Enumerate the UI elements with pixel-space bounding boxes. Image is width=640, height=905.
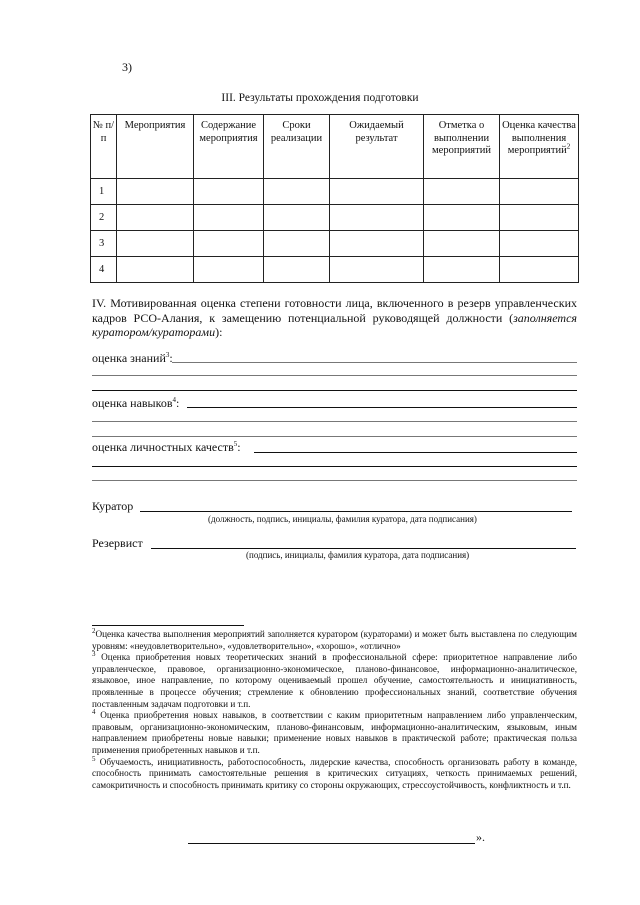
skills-input-line[interactable] [92,421,577,422]
personal-input-line[interactable] [254,452,577,453]
skills-input-line[interactable] [187,407,577,408]
table-cell[interactable] [424,231,500,257]
table-row [91,205,579,231]
reservist-hint: (подпись, инициалы, фамилия куратора, дата подписания) [246,550,470,560]
closing-line[interactable] [188,843,475,844]
table-cell[interactable] [194,179,264,205]
section-3-title: III. Результаты прохождения подготовки [221,92,419,104]
table-cell[interactable] [330,205,424,231]
footnote-ref: 2 [566,142,571,151]
knowledge-input-line[interactable] [92,375,577,376]
table-cell[interactable] [117,257,194,283]
table-cell[interactable] [424,205,500,231]
row-number: 3 [91,231,117,257]
table-cell[interactable] [117,179,194,205]
closing-quote: ». [476,830,485,844]
curator-signature-line[interactable] [140,511,572,512]
personal-input-line[interactable] [92,466,577,467]
header-completion-mark: Отметка о выполнении мероприятий [424,115,500,179]
table-cell[interactable] [424,257,500,283]
table-cell[interactable] [330,257,424,283]
table-cell[interactable] [424,179,500,205]
table-cell[interactable] [500,257,579,283]
footnote-5: $^5$ Обучаемость, инициативность, работоспособность, лидерские качества, способность организовать работу в команде, способность принимать самостоятельные решения в критических ситуациях, четкость принимаемых решений, самокритичность и способность принимать критику со стороны окружающих, стрессоустойчивость, конфликтность и т.п. [92,754,577,790]
row-number: 2 [91,205,117,231]
table-cell[interactable] [194,205,264,231]
table-cell[interactable] [264,205,330,231]
table-row [91,231,579,257]
table-row [91,179,579,205]
personal-input-line[interactable] [92,480,577,481]
results-table [90,114,579,283]
table-cell[interactable] [117,231,194,257]
reservist-label: Резервист [92,536,143,550]
row-number: 4 [91,257,117,283]
footnote-3: $^3$ Оценка приобретения новых теоретических знаний в профессиональной сфере: приоритетное направление либо управленческое, правовое, организационно-экономическое, планово-финансовое, информационно-аналитическое, языковое, иное направление, по которому оцениваемый прошел обучение, самостоятельность и инициативность, проявленные в процессе обучения; стремление к обновлению профессиональных знаний, соответствие обучения поставленным задачам подготовки и т.п. [92,650,577,709]
table-cell[interactable] [264,257,330,283]
table-cell[interactable] [330,179,424,205]
reservist-signature-line[interactable] [151,548,576,549]
table-header-row [91,115,579,179]
row-number: 1 [91,179,117,205]
skills-input-line[interactable] [92,436,577,437]
header-deadlines: Сроки реализации [264,115,330,179]
table-cell[interactable] [264,179,330,205]
personal-qualities-label: оценка личностных качеств$^5$: [92,440,241,454]
footnote-4: $^4$ Оценка приобретения новых навыков, в соответствии с каким приоритетным направлением либо управленческим, правовым, организационно-экономическим, планово-финансовым, информационно-аналитическим, языковым, иным направлением приобретены новые навыки; применение новых навыков в практической работе; практическая польза применения приобретенных навыков и т.п. [92,708,577,755]
footnotes [92,626,577,791]
skills-label: оценка навыков$^4$: [92,396,180,410]
item-number: 3) [122,60,132,74]
header-number: № п/п [91,115,117,179]
header-activities: Мероприятия [117,115,194,179]
header-expected-result: Ожидаемый результат [330,115,424,179]
header-content: Содержание мероприятия [194,115,264,179]
table-cell[interactable] [194,257,264,283]
footnote-separator [92,625,244,626]
curator-label: Куратор [92,499,134,513]
knowledge-input-line[interactable] [172,362,577,363]
table-cell[interactable] [330,231,424,257]
header-quality-assessment: Оценка качества выполнения мероприятий$^2$ [500,115,579,179]
table-cell[interactable] [117,205,194,231]
table-cell[interactable] [500,179,579,205]
curator-hint: (должность, подпись, инициалы, фамилия куратора, дата подписания) [208,514,477,524]
table-cell[interactable] [264,231,330,257]
table-cell[interactable] [500,231,579,257]
section-4-heading: IV. Мотивированная оценка степени готовности лица, включенного в резерв управленческих кадров РСО-Алания, к замещению потенциальной руководящей должности (заполняется куратором/кураторами): [92,296,577,339]
knowledge-input-line[interactable] [92,390,577,391]
table-cell[interactable] [500,205,579,231]
footnote-2: $^2$Оценка качества выполнения мероприятий заполняется куратором (кураторами) и может быть выставлена по следующим уровням: «неудовлетворительно», «удовлетворительно», «хорошо», «отлично» [92,626,577,651]
knowledge-label: оценка знаний$^3$: [92,351,173,365]
table-row [91,257,579,283]
table-cell[interactable] [194,231,264,257]
